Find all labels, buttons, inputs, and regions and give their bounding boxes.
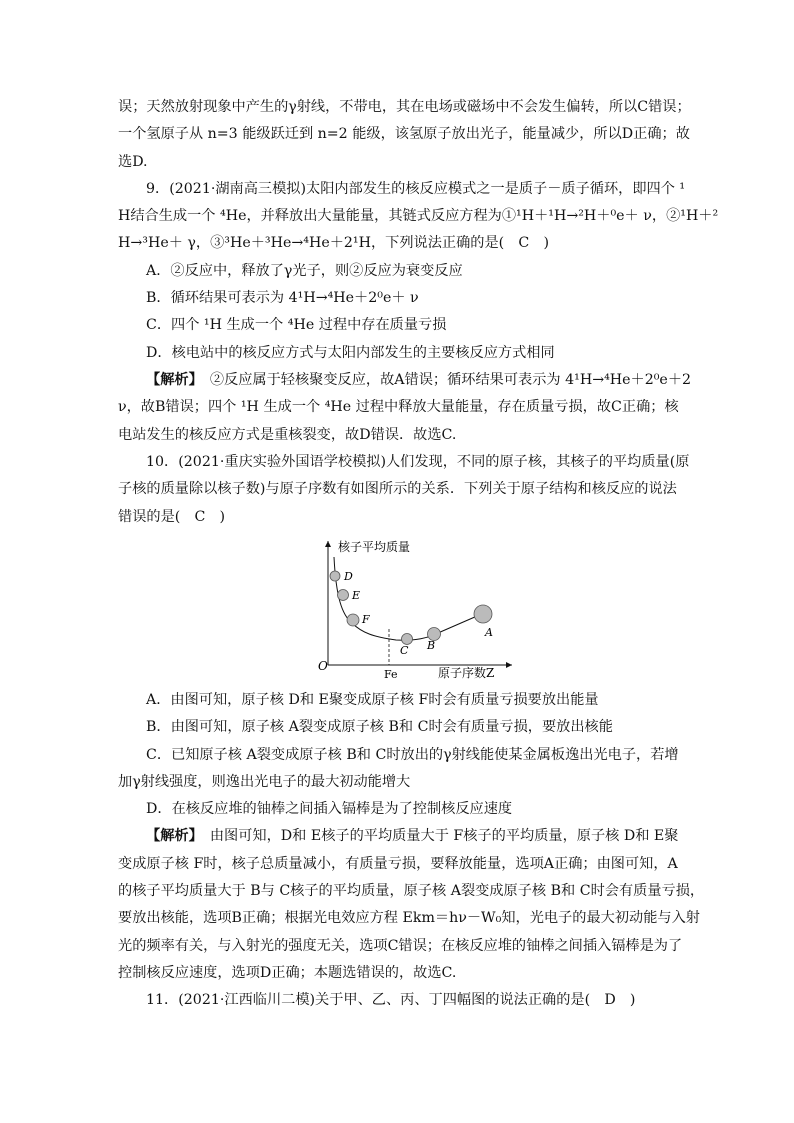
q10-option-c-cont: 加γ射线强度，则逸出光电子的最大初动能增大: [118, 774, 411, 790]
q9-analysis-line-2: ν，故B错误；四个 ¹H 生成一个 ⁴He 过程中释放大量能量，存在质量亏损，故C正确；核: [118, 399, 679, 415]
q9-analysis-line-3: 电站发生的核反应方式是重核裂变，故D错误．故选C.: [118, 427, 457, 443]
q10-analysis-line-1: [146, 826, 678, 846]
intro-line-1: 误；天然放射现象中产生的γ射线，不带电，其在电场或磁场中不会发生偏转，所以C错误；: [118, 99, 691, 115]
q10-analysis-line-4: 要放出核能，选项B正确；根据光电效应方程 Ekm＝hν－W₀知，光电子的最大初动能与入射: [118, 910, 700, 926]
label-a: A: [485, 626, 493, 639]
point-a: [474, 605, 492, 623]
q9-stem-line-1: 9．(2021·湖南高三模拟)太阳内部发生的核反应模式之一是质子－质子循环，即四个 ¹: [146, 181, 686, 197]
label-e: E: [352, 589, 361, 602]
q9-analysis-line-1: [146, 370, 691, 390]
q10-stem-line-1: 10．(2021·重庆实验外国语学校模拟)人们发现，不同的原子核，其核子的平均质量(原: [146, 454, 690, 470]
y-axis-label: 核子平均质量: [338, 540, 411, 554]
label-d: D: [344, 570, 353, 583]
origin-label: O: [318, 659, 328, 673]
nucleon-mass-figure: [316, 537, 516, 683]
analysis-tag: 【解析】: [146, 828, 196, 844]
point-d: [330, 571, 340, 581]
q10-analysis-text-1: 由图可知，D和 E核子的平均质量大于 F核子的平均质量，原子核 D和 E聚: [195, 828, 679, 844]
q9-analysis-text-1: ②反应属于轻核聚变反应，故A错误；循环结果可表示为 4¹H→⁴He＋2⁰e＋2: [195, 372, 692, 388]
q10-stem-line-3: 错误的是( C ): [118, 509, 226, 525]
q10-option-a: A．由图可知，原子核 D和 E聚变成原子核 F时会有质量亏损要放出能量: [146, 692, 599, 708]
label-f: F: [362, 613, 370, 626]
q9-option-a: A．②反应中，释放了γ光子，则②反应为衰变反应: [146, 263, 463, 279]
q10-analysis-line-6: 控制核反应速度，选项D正确；本题选错误的，故选C.: [118, 965, 457, 981]
q10-option-b: B．由图可知，原子核 A裂变成原子核 B和 C时会有质量亏损，要放出核能: [146, 719, 613, 735]
q11-stem-line-1: 11．(2021·江西临川二模)关于甲、乙、丙、丁四幅图的说法正确的是( D ): [146, 992, 636, 1008]
q10-option-c: C．已知原子核 A裂变成原子核 B和 C时放出的γ射线能使某金属板逸出光电子，若增: [146, 747, 679, 763]
q10-option-d: D．在核反应堆的铀棒之间插入镉棒是为了控制核反应速度: [146, 801, 513, 817]
q9-stem-line-3: H→³He＋ γ，③³He＋³He→⁴He＋2¹H，下列说法正确的是( C ): [118, 235, 549, 251]
q10-stem-line-2: 子核的质量除以核子数)与原子序数有如图所示的关系．下列关于原子结构和核反应的说法: [118, 481, 677, 497]
point-f: [347, 614, 359, 626]
x-axis-label: 原子序数Z: [438, 666, 495, 680]
point-e: [338, 590, 349, 601]
intro-line-3: 选D.: [118, 154, 148, 170]
label-b: B: [427, 639, 436, 652]
q10-analysis-line-2: 变成原子核 F时，核子总质量减小，有质量亏损，要释放能量，选项A正确；由图可知，A: [118, 856, 678, 872]
q9-option-c: C．四个 ¹H 生成一个 ⁴He 过程中存在质量亏损: [146, 317, 447, 333]
intro-line-2: 一个氢原子从 n=3 能级跃迁到 n=2 能级，该氢原子放出光子，能量减少，所以D正确；故: [118, 126, 690, 142]
point-c: [402, 634, 413, 645]
fe-label: Fe: [384, 668, 398, 681]
q10-analysis-line-3: 的核子平均质量大于 B与 C核子的平均质量，原子核 A裂变成原子核 B和 C时会有质量亏损，: [118, 883, 705, 899]
q10-analysis-line-5: 光的频率有关，与入射光的强度无关，选项C错误；在核反应堆的铀棒之间插入镉棒是为了: [118, 938, 683, 954]
analysis-tag: 【解析】: [146, 372, 196, 388]
label-c: C: [400, 644, 409, 657]
q9-stem-line-2: H结合生成一个 ⁴He，并释放出大量能量，其链式反应方程为①¹H＋¹H→²H＋⁰e＋ ν，②¹H＋²: [118, 208, 719, 224]
q9-option-d: D．核电站中的核反应方式与太阳内部发生的主要核反应方式相同: [146, 345, 555, 361]
q9-option-b: B．循环结果可表示为 4¹H→⁴He＋2⁰e＋ ν: [146, 290, 419, 306]
